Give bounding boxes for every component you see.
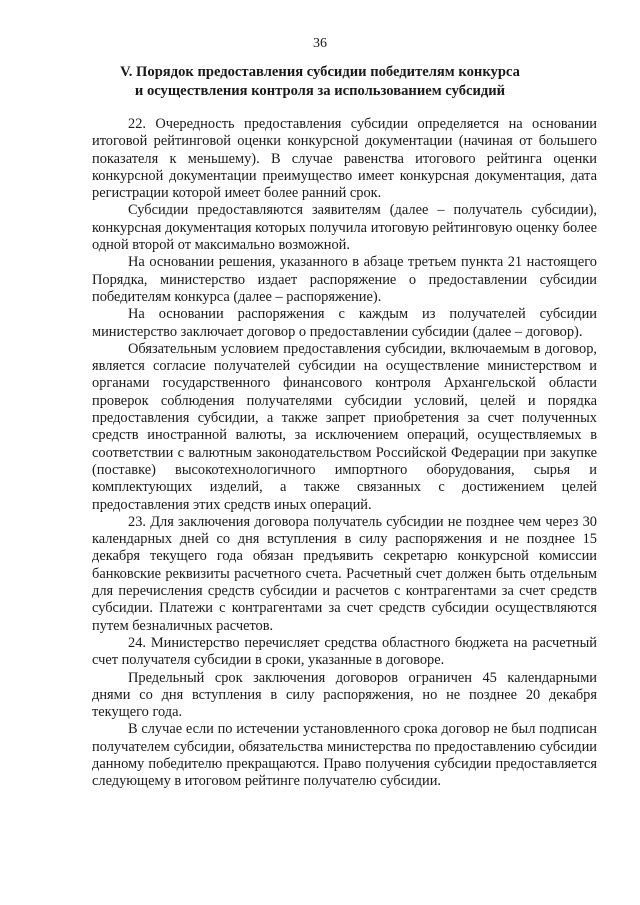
paragraph-24: 24. Министерство перечисляет средства областного бюджета на расчетный счет получателя субсидии в сроки, указанные в договоре. (92, 634, 597, 669)
page-number: 36 (313, 36, 327, 51)
paragraph-subsidy-recipients: Субсидии предоставляются заявителям (далее – получатель субсидии), конкурсная документация которых получила итоговую рейтинговую оценку более одной второй от максимально возможной. (92, 202, 597, 254)
paragraph-23: 23. Для заключения договора получатель субсидии не позднее чем через 30 календарных дней со дня вступления в силу распоряжения и не позднее 15 декабря текущего года обязан предъявить секретарю конкурсной комиссии банковские реквизиты расчетного счета. Расчетный счет должен быть отдельным для перечисления средств субсидии и расчетов с контрагентами за счет средств субсидии. Платежи с контрагентами за счет средств субсидии осуществляются путем безналичных расчетов. (92, 513, 597, 634)
body-text (92, 116, 597, 791)
section-heading-line-1: V. Порядок предоставления субсидии победителям конкурса (120, 64, 520, 80)
section-heading (60, 63, 580, 101)
paragraph-deadline: Предельный срок заключения договоров ограничен 45 календарными днями со дня вступления в силу распоряжения, но не позднее 20 декабря текущего года. (92, 669, 597, 721)
section-heading-line-2: и осуществления контроля за использованием субсидий (134, 83, 506, 99)
paragraph-22: 22. Очередность предоставления субсидии определяется на основании итоговой рейтинговой оценки конкурсной документации (начиная от большего показателя к меньшему). В случае равенства итогового рейтинга оценки конкурсной документации преимущество имеет конкурсная документация, дата регистрации которой имеет более ранний срок. (92, 116, 597, 202)
paragraph-termination: В случае если по истечении установленного срока договор не был подписан получателем субсидии, обязательства министерства по предоставлению субсидии данному победителю прекращаются. Право получения субсидии предоставляется следующему в итоговом рейтинге получателю субсидии. (92, 721, 597, 790)
paragraph-order-issuance: На основании решения, указанного в абзаце третьем пункта 21 настоящего Порядка, министерство издает распоряжение о предоставлении субсидии победителям конкурса (далее – распоряжение). (92, 254, 597, 305)
paragraph-agreement: На основании распоряжения с каждым из получателей субсидии министерство заключает договор о предоставлении субсидии (далее – договор). (92, 306, 597, 340)
paragraph-mandatory-condition: Обязательным условием предоставления субсидии, включаемым в договор, является согласие получателей субсидии на осуществление министерством и органами государственного финансового контроля Архангельской области проверок соблюдения получателями субсидии условий, целей и порядка предоставления субсидии, а также запрет приобретения за счет полученных средств иностранной валюты, за исключением операций, осуществляемых в соответствии с валютным законодательством Российской Федерации при закупке (поставке) высокотехнологичного импортного оборудования, сырья и комплектующих изделий, а также связанных с достижением целей предоставления этих средств иных операций. (92, 340, 597, 513)
